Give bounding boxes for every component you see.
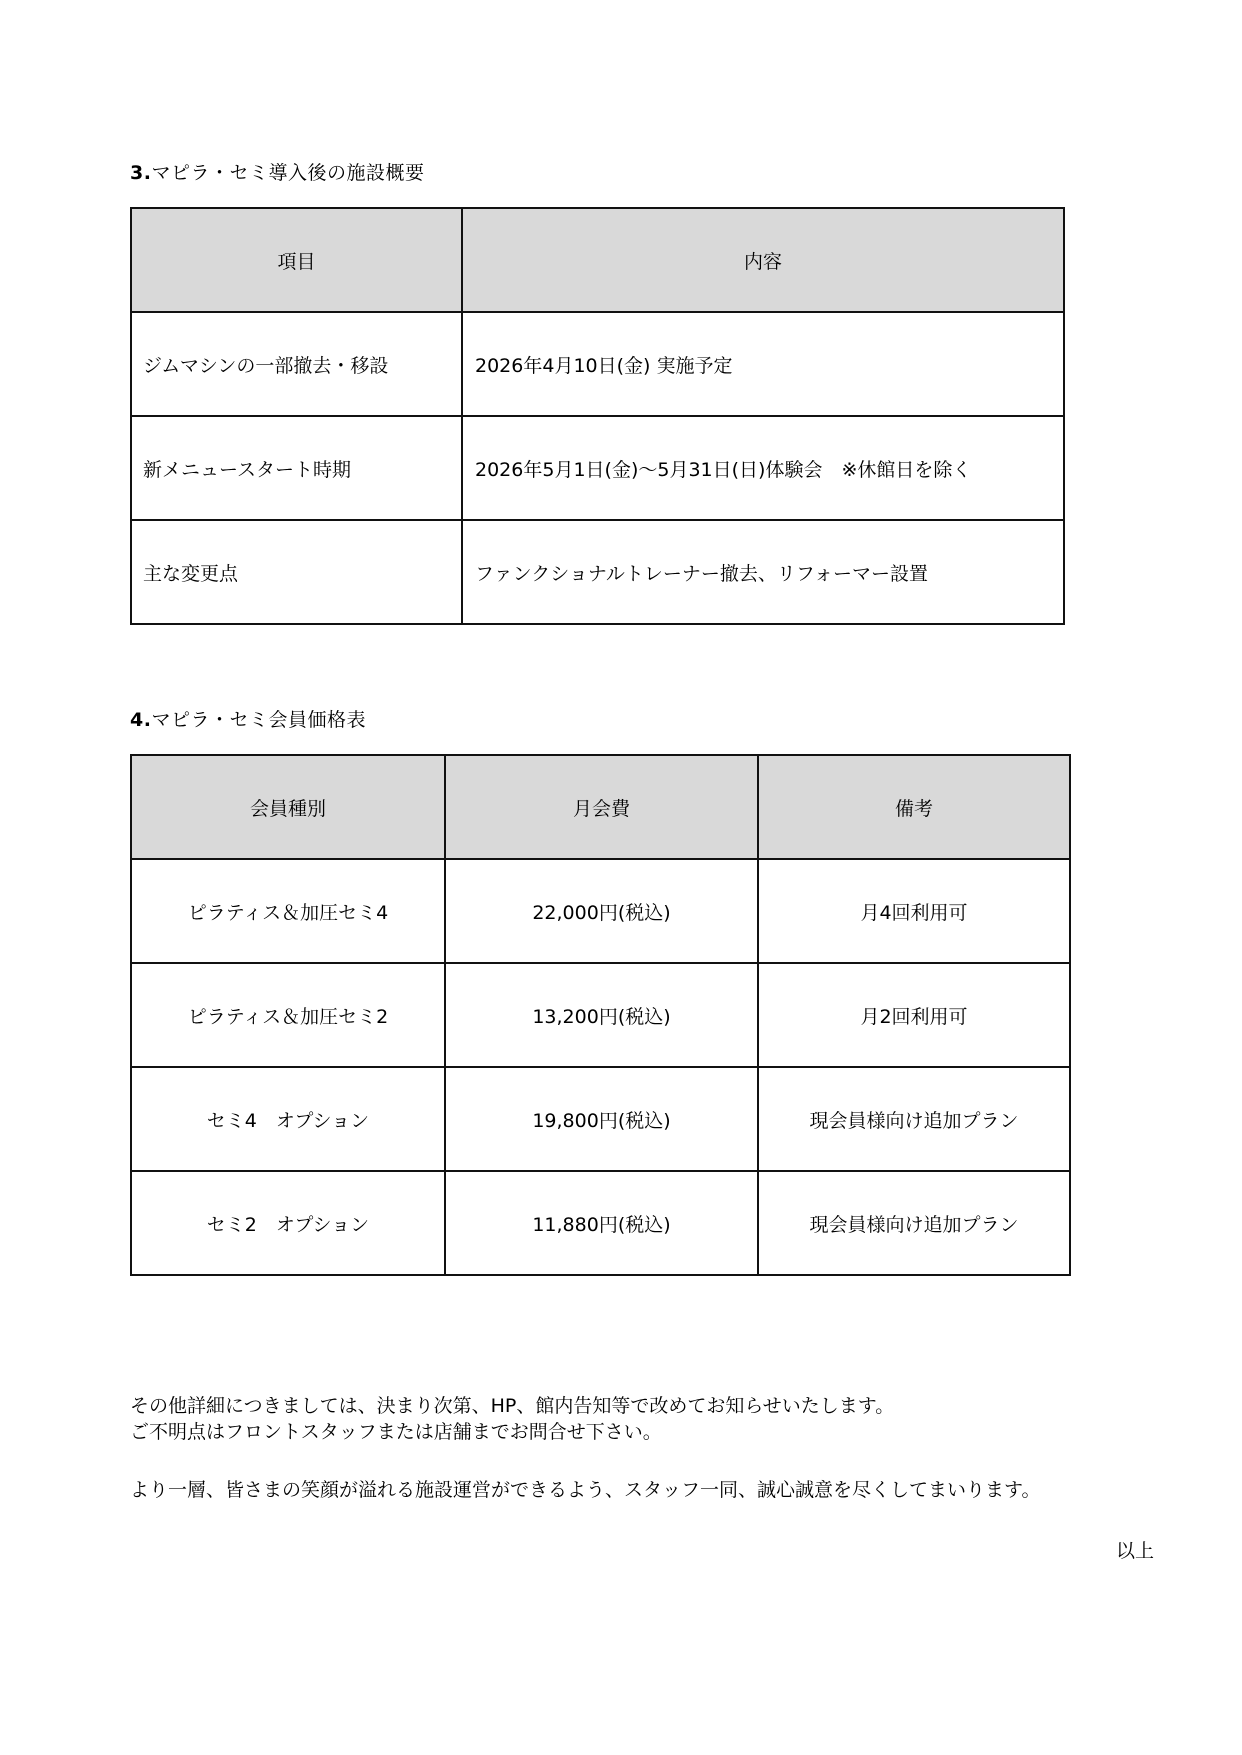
cell-notes: 月2回利用可 xyxy=(758,963,1070,1067)
section-4-title-text: マピラ・セミ会員価格表 xyxy=(151,709,366,731)
header-monthly-fee: 月会費 xyxy=(445,755,758,859)
section-3-title-text: マピラ・セミ導入後の施設概要 xyxy=(151,162,425,184)
footer-notice xyxy=(130,1393,894,1445)
cell-item: 新メニュースタート時期 xyxy=(131,416,462,520)
table-row xyxy=(131,1067,1070,1171)
section-3-number: 3. xyxy=(130,162,152,184)
cell-item: ジムマシンの一部撤去・移設 xyxy=(131,312,462,416)
cell-content: ファンクショナルトレーナー撤去、リフォーマー設置 xyxy=(462,520,1064,624)
cell-monthly-fee: 22,000円(税込) xyxy=(445,859,758,963)
cell-monthly-fee: 19,800円(税込) xyxy=(445,1067,758,1171)
cell-notes: 現会員様向け追加プラン xyxy=(758,1067,1070,1171)
section-4-title xyxy=(130,705,366,732)
table-header-row xyxy=(131,755,1070,859)
facility-overview-table xyxy=(130,207,1065,625)
header-notes: 備考 xyxy=(758,755,1070,859)
footer-line-2: ご不明点はフロントスタッフまたは店舗までお問合せ下さい。 xyxy=(130,1421,662,1443)
table-row xyxy=(131,1171,1070,1275)
table-header-row xyxy=(131,208,1064,312)
cell-item: 主な変更点 xyxy=(131,520,462,624)
cell-member-type: セミ2 オプション xyxy=(131,1171,445,1275)
header-content: 内容 xyxy=(462,208,1064,312)
closing-mark: 以上 xyxy=(1115,1540,1154,1562)
cell-content: 2026年4月10日(金) 実施予定 xyxy=(462,312,1064,416)
cell-monthly-fee: 11,880円(税込) xyxy=(445,1171,758,1275)
cell-member-type: ピラティス＆加圧セミ2 xyxy=(131,963,445,1067)
table-row xyxy=(131,312,1064,416)
cell-member-type: ピラティス＆加圧セミ4 xyxy=(131,859,445,963)
table-row xyxy=(131,859,1070,963)
cell-notes: 現会員様向け追加プラン xyxy=(758,1171,1070,1275)
table-row xyxy=(131,520,1064,624)
cell-content: 2026年5月1日(金)〜5月31日(日)体験会 ※休館日を除く xyxy=(462,416,1064,520)
header-item: 項目 xyxy=(131,208,462,312)
header-member-type: 会員種別 xyxy=(131,755,445,859)
section-3-title xyxy=(130,158,424,185)
cell-monthly-fee: 13,200円(税込) xyxy=(445,963,758,1067)
section-4-number: 4. xyxy=(130,709,152,731)
footer-closing-message: より一層、皆さまの笑顔が溢れる施設運営ができるよう、スタッフ一同、誠心誠意を尽くしてまいります。 xyxy=(130,1479,1041,1501)
footer-line-1: その他詳細につきましては、決まり次第、HP、館内告知等で改めてお知らせいたします。 xyxy=(130,1395,895,1417)
membership-price-table xyxy=(130,754,1071,1276)
table-row xyxy=(131,963,1070,1067)
cell-notes: 月4回利用可 xyxy=(758,859,1070,963)
table-row xyxy=(131,416,1064,520)
cell-member-type: セミ4 オプション xyxy=(131,1067,445,1171)
